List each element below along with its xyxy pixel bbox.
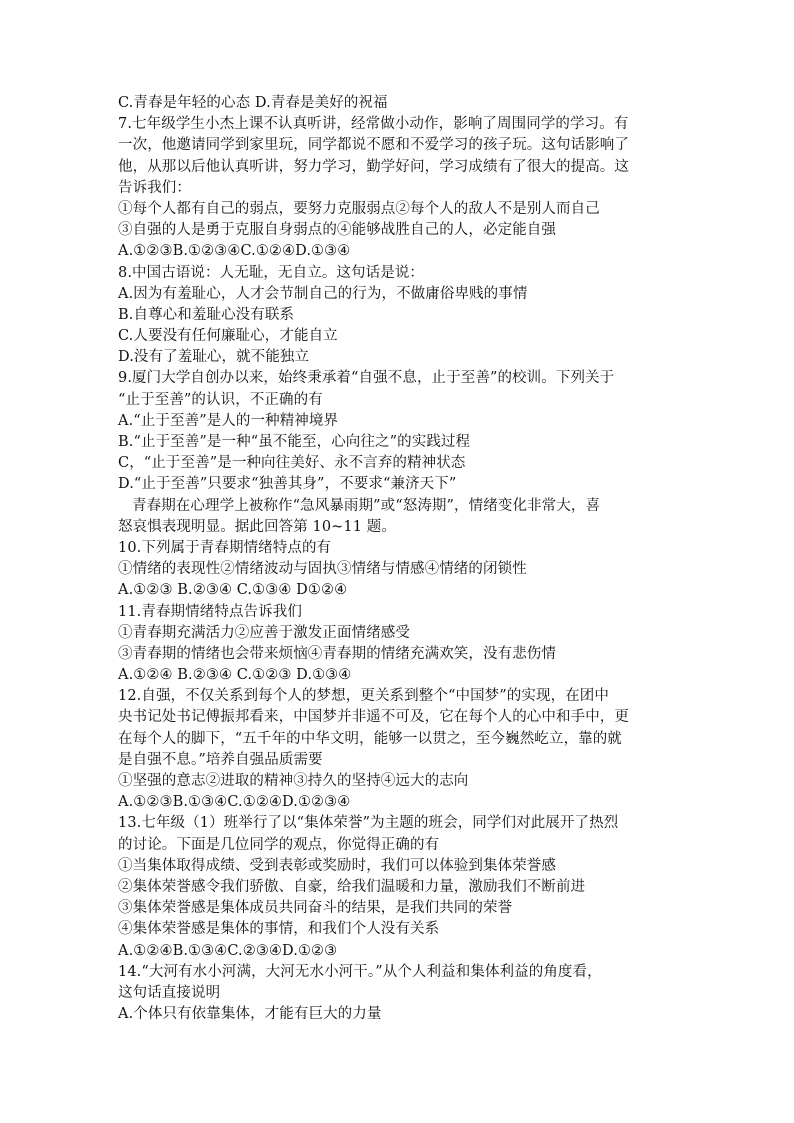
question-9-option: C，“止于至善”是一种向往美好、永不言弃的精神状态 [118, 455, 466, 472]
question-13-statement: ①当集体取得成绩、受到表彰或奖励时，我们可以体验到集体荣誉感 [118, 857, 556, 874]
question-8-stem: 8.中国古语说：人无耻，无自立。这句话是说： [118, 264, 425, 281]
question-12-stem: 在每个人的脚下，“五千年的中华文明，能够一以贯之，至今巍然屹立，靠的就 [118, 730, 622, 747]
question-9-option: B.“止于至善”是一种“虽不能至，心向往之”的实践过程 [118, 434, 471, 450]
answer-options-line: C.青春是年轻的心态 D.青春是美好的祝福 [118, 95, 388, 111]
question-12-statement: ①坚强的意志②进取的精神③持久的坚持④远大的志向 [118, 773, 469, 789]
question-7-statement: ③自强的人是勇于克服自身弱点的④能够战胜自己的人，必定能自强 [118, 222, 556, 239]
question-8-option: D.没有了羞耻心，就不能独立 [118, 349, 310, 366]
question-13-statement: ③集体荣誉感是集体成员共同奋斗的结果，是我们共同的荣誉 [118, 900, 513, 917]
question-7-choices: A.①②③B.①②③④C.①②④D.①③④ [118, 243, 351, 260]
question-12-choices: A.①②③B.①③④C.①②④D.①②③④ [118, 794, 351, 811]
question-9-option: D.“止于至善”只要求“独善其身”，不要求“兼济天下” [118, 476, 457, 493]
question-12-stem: 12.自强，不仅关系到每个人的梦想，更关系到整个“中国梦”的实现，在团中 [118, 688, 609, 705]
question-12-stem: 是自强不息。”培养自强品质需要 [118, 751, 323, 768]
question-11-choices: A.①②④ B.②③④ C.①②③ D.①③④ [118, 667, 352, 684]
question-7-stem: 告诉我们： [118, 179, 191, 196]
question-9-option: A.“止于至善”是人的一种精神境界 [118, 412, 339, 429]
question-13-statement: ④集体荣誉感是集体的事情，和我们个人没有关系 [118, 921, 440, 938]
exam-page [118, 93, 686, 1025]
question-14-option: A.个体只有依靠集体，才能有巨大的力量 [118, 1006, 382, 1023]
question-11-stem: 11.青春期情绪特点告诉我们 [118, 603, 302, 620]
question-11-statement: ①青春期充满活力②应善于激发正面情绪感受 [118, 624, 410, 641]
question-11-statement: ③青春期的情绪也会带来烦恼④青春期的情绪充满欢笑，没有悲伤情 [118, 645, 556, 662]
question-10-stem: 10.下列属于青春期情绪特点的有 [118, 539, 332, 556]
question-13-choices: A.①②④B.①③④C.②③④D.①②③ [118, 942, 338, 959]
question-14-stem: 14.“大河有水小河满，大河无水小河干。”从个人利益和集体利益的角度看， [118, 963, 602, 980]
question-8-option: C.人要没有任何廉耻心，才能自立 [118, 328, 338, 345]
reading-passage: 青春期在心理学上被称作“急风暴雨期”或“怒涛期”，情绪变化非常大，喜 [132, 497, 601, 514]
question-13-stem: 的讨论。下面是几位同学的观点，你觉得正确的有 [118, 836, 440, 853]
question-13-stem: 13.七年级（1）班举行了以“集体荣誉”为主题的班会，同学们对此展开了热烈 [118, 815, 619, 832]
question-8-option: A.因为有羞耻心，人才会节制自己的行为，不做庸俗卑贱的事情 [118, 285, 528, 302]
question-12-stem: 央书记处书记傅振邦看来，中国梦并非遥不可及，它在每个人的心中和手中，更 [118, 709, 629, 726]
question-14-stem: 这句话直接说明 [118, 984, 221, 1001]
question-7-stem: 7.七年级学生小杰上课不认真听讲，经常做小动作，影响了周围同学的学习。有 [118, 116, 629, 133]
question-9-stem: “止于至善”的认识，不正确的有 [118, 391, 323, 408]
question-9-stem: 9.厦门大学自创办以来，始终秉承着“自强不息，止于至善”的校训。下列关于 [118, 370, 615, 387]
question-10-statement: ①情绪的表现性②情绪波动与固执③情绪与情感④情绪的闭锁性 [118, 561, 527, 578]
reading-passage: 怒哀惧表现明显。据此回答第 10~11 题。 [118, 518, 396, 535]
question-7-statement: ①每个人都有自己的弱点，要努力克服弱点②每个人的敌人不是别人而自己 [118, 200, 600, 217]
question-13-statement: ②集体荣誉感令我们骄傲、自豪，给我们温暖和力量，激励我们不断前进 [118, 878, 586, 895]
question-8-option: B.自尊心和羞耻心没有联系 [118, 306, 295, 323]
question-7-stem: 一次，他邀请同学到家里玩，同学都说不愿和不爱学习的孩子玩。这句话影响了 [118, 137, 629, 154]
question-10-choices: A.①②③ B.②③④ C.①③④ D①②④ [118, 582, 348, 599]
question-7-stem: 他，从那以后他认真听讲，努力学习，勤学好问，学习成绩有了很大的提高。这 [118, 158, 629, 175]
